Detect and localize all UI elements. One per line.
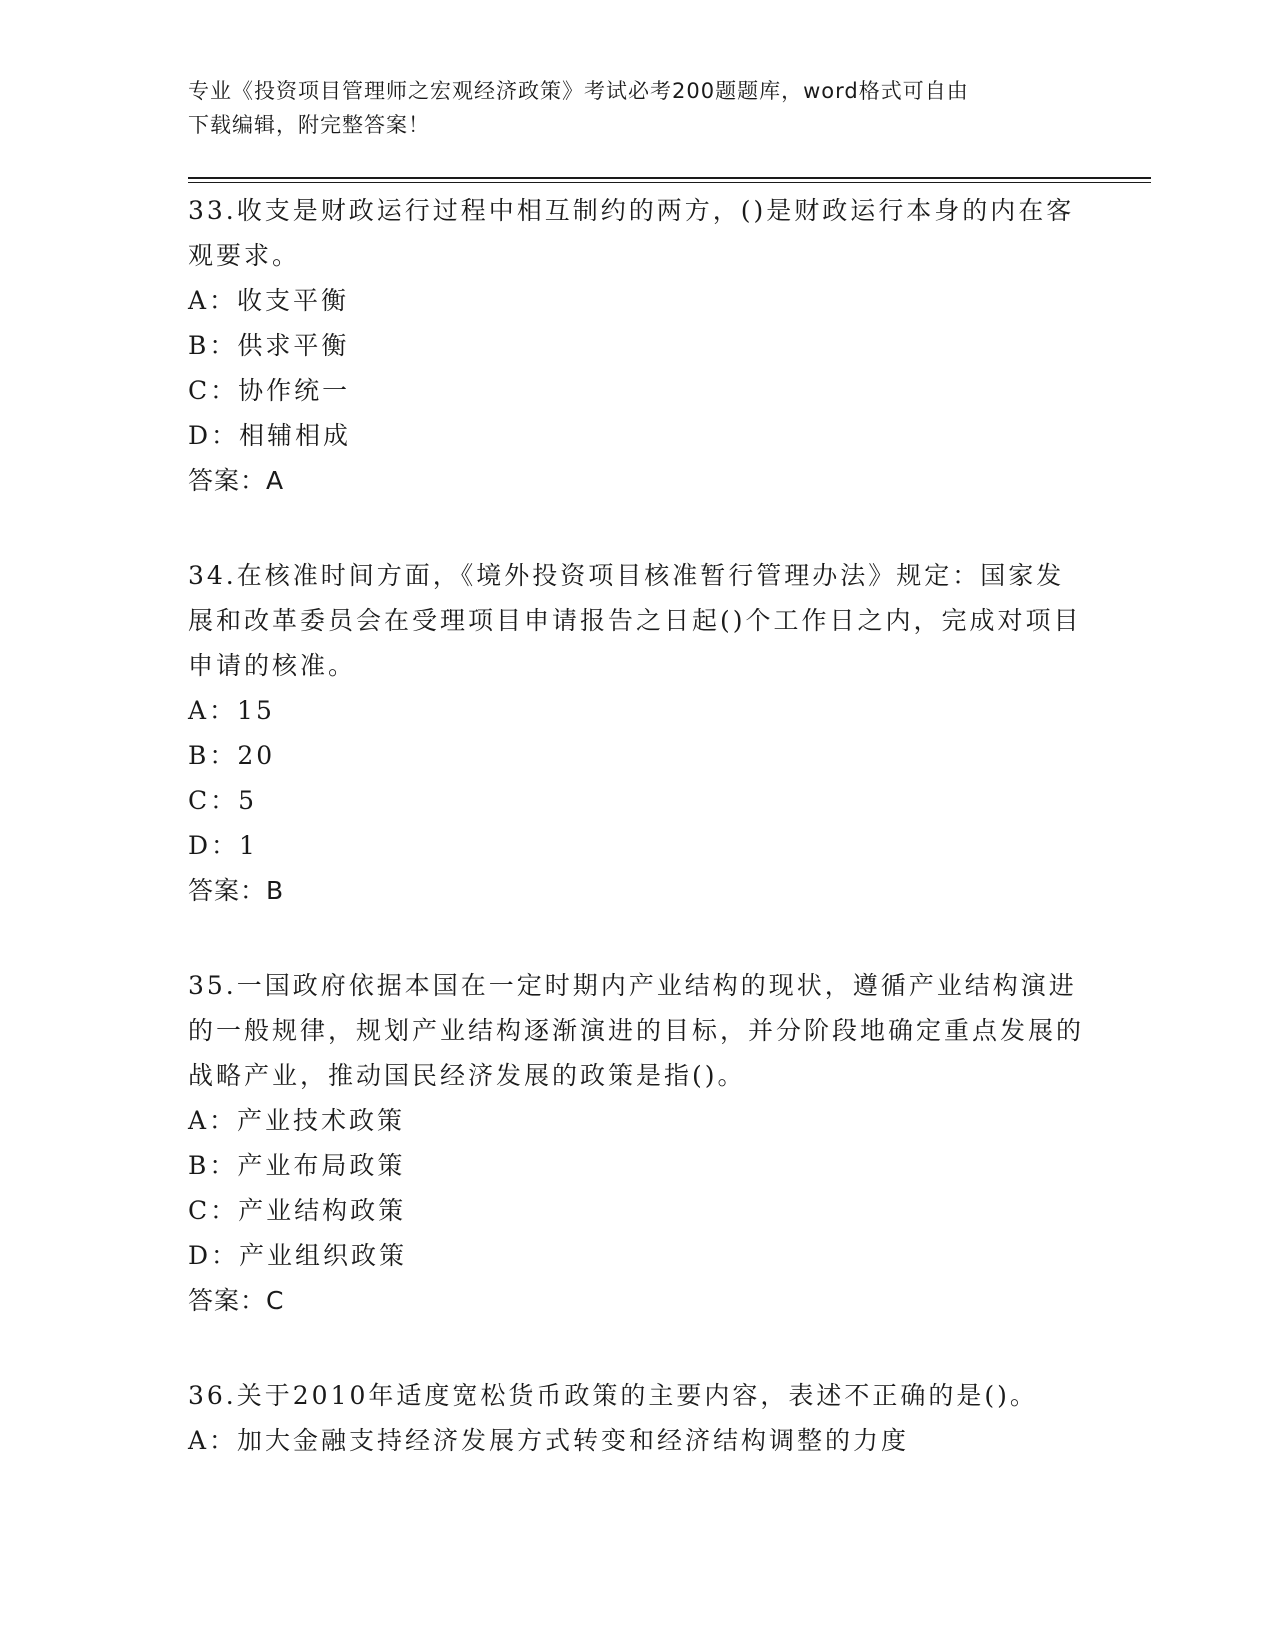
option-a: A：产业技术政策 <box>188 1106 406 1135</box>
option-c: C：协作统一 <box>188 376 351 405</box>
question-text: 36.关于2010年适度宽松货币政策的主要内容，表述不正确的是()。 <box>188 1381 1038 1410</box>
question-text: 34.在核准时间方面，《境外投资项目核准暂行管理办法》规定：国家发展和改革委员会在受理项目申请报告之日起()个工作日之内，完成对项目申请的核准。 <box>188 561 1082 680</box>
question-35 <box>188 963 1088 1323</box>
option-b: B：产业布局政策 <box>188 1151 406 1180</box>
document-header <box>188 74 1068 142</box>
header-line-2: 下载编辑，附完整答案！ <box>188 113 430 137</box>
header-line-1: 专业《投资项目管理师之宏观经济政策》考试必考200题题库，word格式可自由 <box>188 79 969 103</box>
answer: 答案：B <box>188 876 285 905</box>
question-34 <box>188 553 1088 913</box>
option-c: C：产业结构政策 <box>188 1196 407 1225</box>
question-36 <box>188 1373 1088 1463</box>
option-c: C：5 <box>188 786 258 815</box>
question-list <box>188 188 1088 1513</box>
header-divider-thin <box>188 182 1151 183</box>
answer: 答案：C <box>188 1286 285 1315</box>
answer: 答案：A <box>188 466 285 495</box>
option-d: D：1 <box>188 831 258 860</box>
question-33 <box>188 188 1088 503</box>
question-text: 33.收支是财政运行过程中相互制约的两方，()是财政运行本身的内在客观要求。 <box>188 196 1075 270</box>
question-text: 35.一国政府依据本国在一定时期内产业结构的现状，遵循产业结构演进的一般规律，规划产业结构逐渐演进的目标，并分阶段地确定重点发展的战略产业，推动国民经济发展的政策是指()。 <box>188 971 1085 1090</box>
option-b: B：20 <box>188 741 276 770</box>
option-d: D：产业组织政策 <box>188 1241 408 1270</box>
option-d: D：相辅相成 <box>188 421 352 450</box>
header-divider-thick <box>188 177 1151 179</box>
option-a: A：15 <box>188 696 275 725</box>
option-a: A：收支平衡 <box>188 286 350 315</box>
option-b: B：供求平衡 <box>188 331 350 360</box>
option-a: A：加大金融支持经济发展方式转变和经济结构调整的力度 <box>188 1426 910 1455</box>
